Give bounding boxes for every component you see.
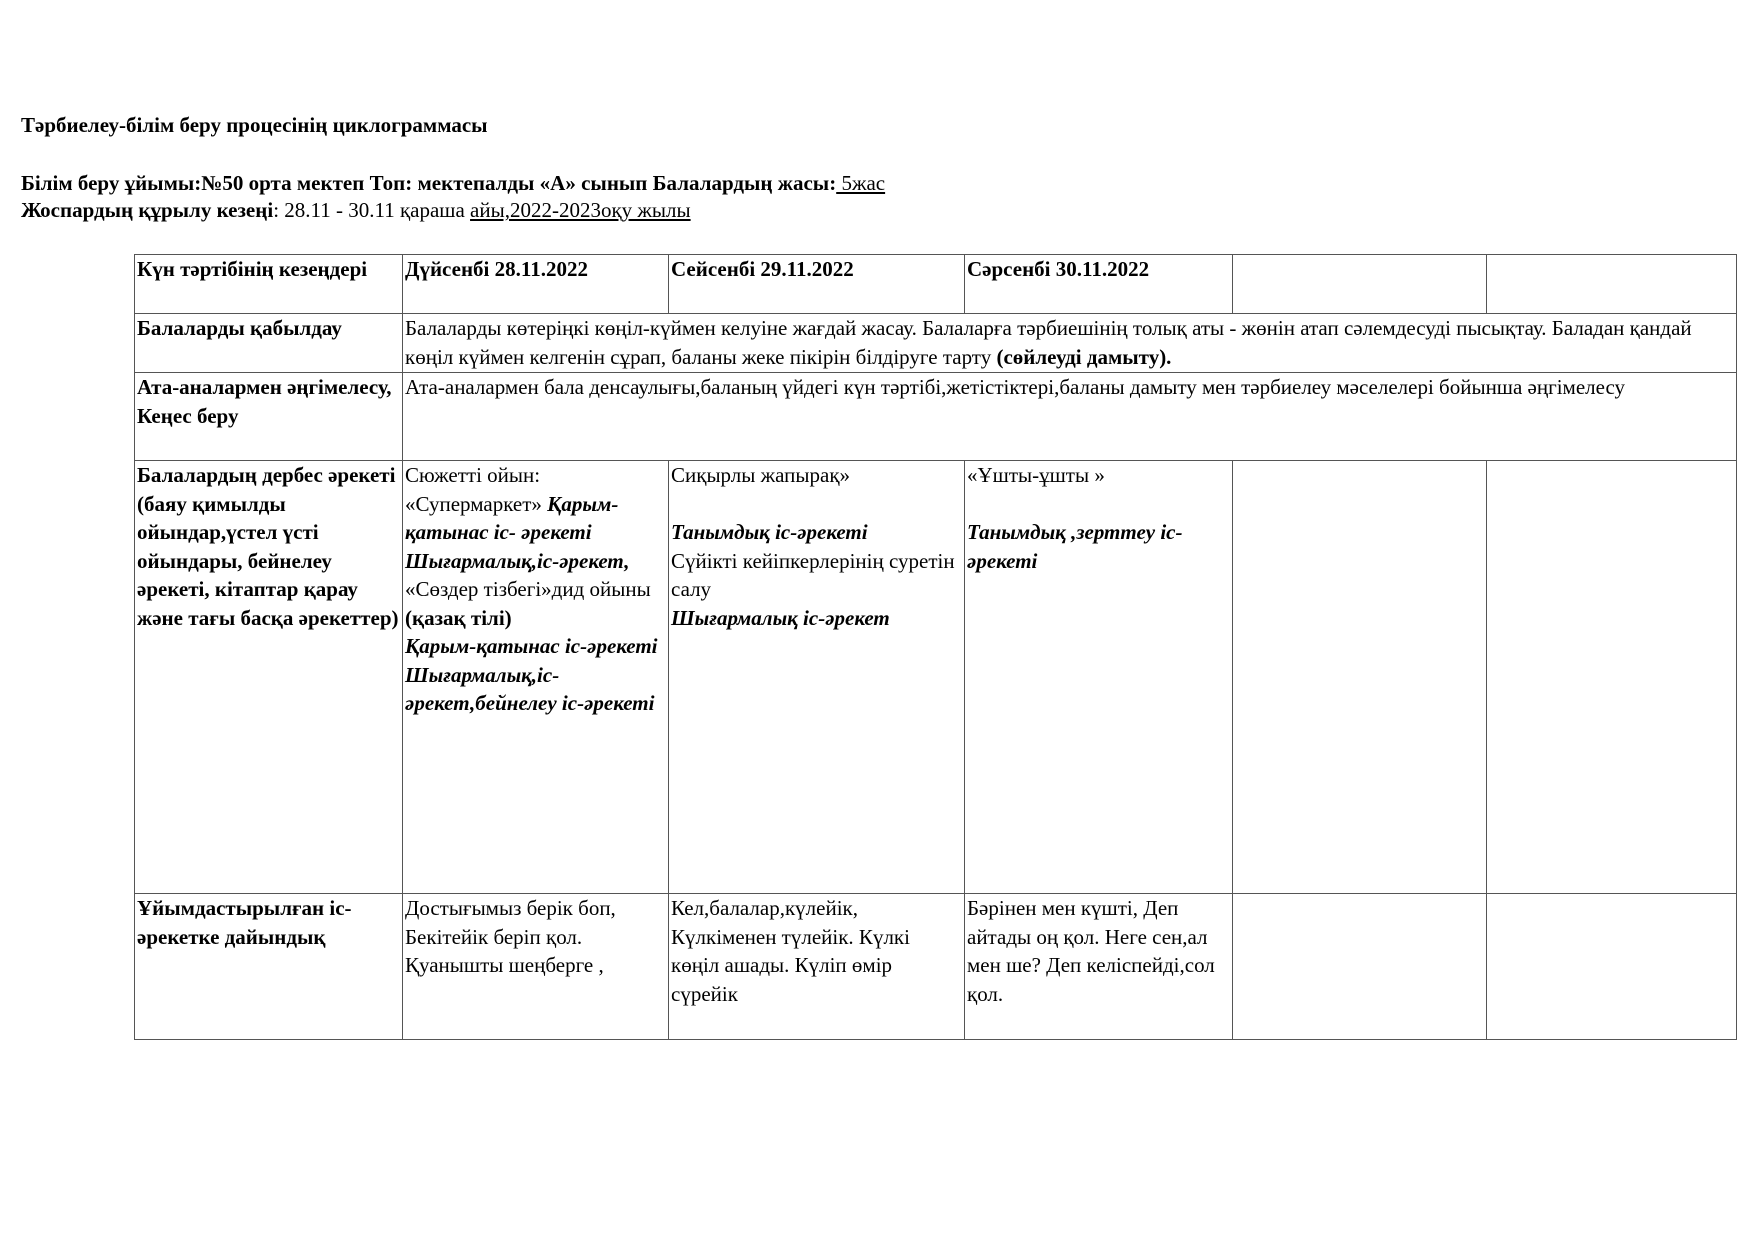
reception-text-main: Балаларды көтеріңкі көңіл-күймен келуіне жағдай жасау. Балаларға тәрбиешінің толық аты - жөнін атап сәлемдесуді пысықтау. Баладан қандай көңіл күймен келгенін сұрап, баланы жеке пікірін білдіруге тарту: [405, 316, 1692, 369]
table-row-reception: [135, 314, 1737, 373]
prep-monday: Достығымыз берік боп, Бекітейік беріп қол. Қуанышты шеңберге ,: [403, 894, 669, 1040]
period-year: айы,2022-2023оқу жылы: [470, 198, 691, 222]
cyclogram-table: [134, 254, 1737, 1040]
independent-empty-1: [1233, 461, 1487, 894]
header-cell-monday: Дүйсенбі 28.11.2022: [403, 255, 669, 314]
tue-game: Сиқырлы жапырақ»: [671, 463, 851, 487]
mon-game: Сюжетті ойын: «Супермаркет»: [405, 463, 548, 516]
page-title: Тәрбиелеу-білім беру процесінің циклограммасы: [21, 113, 488, 137]
table-row-independent: [135, 461, 1737, 894]
mon-game-2: «Сөздер тізбегі»дид ойыны: [405, 577, 651, 601]
prep-wednesday: Бәрінен мен күшті, Деп айтады оң қол. Неге сен,ал мен ше? Деп келіспейді,сол қол.: [965, 894, 1233, 1040]
header-cell-tuesday: Сейсенбі 29.11.2022: [669, 255, 965, 314]
independent-tuesday: [669, 461, 965, 894]
independent-monday: [403, 461, 669, 894]
org-label: Білім беру ұйымы:: [21, 171, 202, 195]
table-header-row: [135, 255, 1737, 314]
tue-activity-2: Шығармалық іс-әрекет: [671, 605, 890, 630]
prep-label: Ұйымдастырылған іс-әрекетке дайындық: [135, 894, 403, 1040]
tue-task: Сүйікті кейіпкерлерінің суретін салу: [671, 548, 955, 601]
prep-empty-1: [1233, 894, 1487, 1040]
independent-wednesday: [965, 461, 1233, 894]
independent-empty-2: [1487, 461, 1737, 894]
independent-label: Балалардың дербес әрекеті (баяу қимылды ойындар,үстел үсті ойындары, бейнелеу әрекеті, кітаптар қарау және тағы басқа әрекеттер): [135, 461, 403, 894]
header-cell-wednesday: Сәрсенбі 30.11.2022: [965, 255, 1233, 314]
parents-text: Ата-аналармен бала денсаулығы,баланың үйдегі күн тәртібі,жетістіктері,баланы дамыту мен тәрбиелеу мәселелері бойынша әңгімелесу: [403, 373, 1737, 461]
group-label: Топ: мектепалды «А» сынып: [369, 171, 648, 195]
parents-label: Ата-аналармен әңгімелесу, Кеңес беру: [135, 373, 403, 461]
prep-empty-2: [1487, 894, 1737, 1040]
period-label: Жоспардың құрылу кезеңі: [21, 198, 274, 222]
tue-activity-1: Танымдық іс-әрекеті: [671, 520, 868, 544]
header-cell-periods: Күн тәртібінің кезеңдері: [135, 255, 403, 314]
table-row-parents: [135, 373, 1737, 461]
prep-tuesday: Кел,балалар,күлейік, Күлкіменен түлейік. Күлкі көңіл ашады. Күліп өмір сүрейік: [669, 894, 965, 1040]
header-cell-empty-1: [1233, 255, 1487, 314]
reception-label: Балаларды қабылдау: [135, 314, 403, 373]
org-value: №50 орта мектеп: [201, 171, 365, 195]
mon-activity-2: Қарым-қатынас іс-әрекеті Шығармалық,іс-әрекет,бейнелеу іс-әрекеті: [405, 634, 658, 715]
mon-subject: (қазақ тілі): [405, 605, 512, 630]
age-label: Балалардың жасы:: [652, 171, 837, 195]
reception-text-bold: (сөйлеуді дамыту).: [996, 344, 1172, 369]
wed-game: «Ұшты-ұшты »: [967, 463, 1105, 487]
period-line: [21, 197, 691, 223]
wed-activity: Танымдық ,зерттеу іс-әрекеті: [967, 520, 1183, 573]
mon-activity-1: Қарым-қатынас іс- әрекеті Шығармалық,іс-әрекет,: [405, 491, 630, 573]
org-info-line: [21, 170, 885, 196]
header-cell-empty-2: [1487, 255, 1737, 314]
table-row-prep: [135, 894, 1737, 1040]
reception-text: [403, 314, 1737, 373]
age-value: 5жас: [836, 171, 886, 195]
period-value: : 28.11 - 30.11 қараша: [273, 198, 471, 222]
